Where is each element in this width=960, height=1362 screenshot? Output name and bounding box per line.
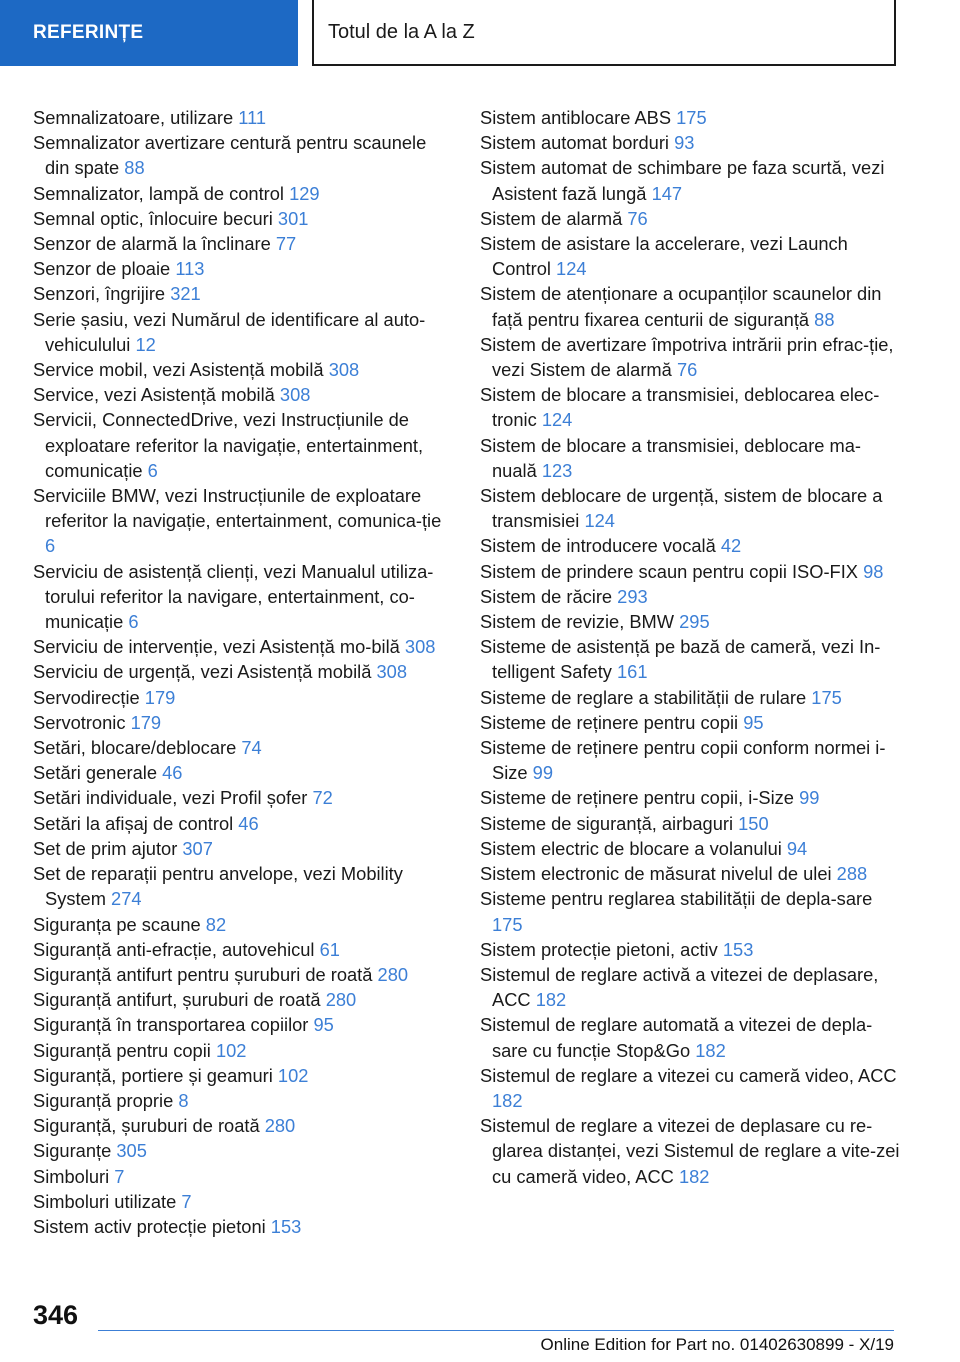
page-reference-link[interactable]: 124 xyxy=(556,258,587,280)
index-entry xyxy=(480,433,900,483)
index-entry xyxy=(480,483,900,533)
index-entry xyxy=(480,382,900,432)
index-entry xyxy=(480,811,900,836)
page-reference-link[interactable]: 113 xyxy=(175,258,205,280)
index-entry-text: Sistem de răcire xyxy=(480,585,613,607)
page-reference-link[interactable]: 77 xyxy=(275,233,297,255)
page-reference-link[interactable]: 280 xyxy=(325,989,357,1011)
index-entry xyxy=(33,1214,453,1239)
index-entry-text: Sistem de atenționare a ocupanților scaunelor din față pentru fixarea centurii de siguranță xyxy=(480,283,882,330)
index-entry-text: Sistem activ protecție pietoni xyxy=(33,1215,266,1237)
page-reference-link[interactable]: 46 xyxy=(162,762,183,784)
index-entry xyxy=(480,937,900,962)
index-entry xyxy=(33,861,453,911)
index-entry xyxy=(33,987,453,1012)
index-entry-text: Setări generale xyxy=(33,762,157,784)
index-entry xyxy=(33,634,453,659)
page-reference-link[interactable]: 147 xyxy=(651,182,683,204)
index-entry xyxy=(33,685,453,710)
index-entry-text: Siguranță antifurt pentru șuruburi de roată xyxy=(33,963,373,985)
page-reference-link[interactable]: 175 xyxy=(492,913,523,935)
index-entry-text: Siguranță pentru copii xyxy=(33,1039,211,1061)
index-entry-text: Sistemul de reglare a vitezei de deplasare cu re-glarea distanței, vezi Sistemul de reglare a vite-zei cu cameră video, ACC xyxy=(480,1115,900,1187)
page-reference-link[interactable]: 129 xyxy=(289,182,320,204)
index-entry-text: Semnalizatoare, utilizare xyxy=(33,107,234,128)
page-reference-link[interactable]: 94 xyxy=(786,837,808,859)
index-entry xyxy=(33,836,453,861)
page-reference-link[interactable]: 153 xyxy=(270,1215,302,1237)
index-entry xyxy=(33,382,453,407)
chapter-title: Totul de la A la Z xyxy=(328,20,475,43)
index-entry-text: Serviciile BMW, vezi Instrucțiunile de exploatare referitor la navigație, entertainment, comunica-ție xyxy=(33,485,442,532)
footer-divider xyxy=(98,1330,894,1331)
index-entry xyxy=(33,281,453,306)
index-entry-text: Service mobil, vezi Asistență mobilă xyxy=(33,359,324,381)
index-entry xyxy=(480,332,900,382)
index-entry xyxy=(33,1012,453,1037)
page-reference-link[interactable]: 175 xyxy=(811,686,842,708)
index-entry xyxy=(480,609,900,634)
index-entry xyxy=(480,559,900,584)
index-entry-text: Sistem protecție pietoni, activ xyxy=(480,938,718,960)
index-entry-text: Sistem automat borduri xyxy=(480,132,669,154)
index-entry-text: Sisteme de reținere pentru copii, i-Size xyxy=(480,787,794,809)
index-entry xyxy=(33,785,453,810)
index-entry-text: Sistem de introducere vocală xyxy=(480,535,716,557)
page-reference-link[interactable]: 42 xyxy=(720,535,742,557)
index-entry-text: Sistemul de reglare a vitezei cu cameră video, ACC xyxy=(480,1064,897,1086)
index-entry xyxy=(33,1138,453,1163)
index-entry xyxy=(33,1113,453,1138)
page-reference-link[interactable]: 88 xyxy=(814,308,835,330)
index-entry xyxy=(480,281,900,331)
index-entry xyxy=(33,206,453,231)
index-entry-text: Semnalizator avertizare centură pentru scaunele din spate xyxy=(33,132,427,179)
index-entry xyxy=(480,962,900,1012)
index-entry-text: Servicii, ConnectedDrive, vezi Instrucțiunile de exploatare referitor la navigație, entertainment, comunicație xyxy=(33,409,424,481)
index-entry xyxy=(33,231,453,256)
page-reference-link[interactable]: 179 xyxy=(144,686,176,708)
page-reference-link[interactable]: 153 xyxy=(722,938,754,960)
page-reference-link[interactable]: 76 xyxy=(676,359,698,381)
page-reference-link[interactable]: 82 xyxy=(205,913,227,935)
page-reference-link[interactable]: 74 xyxy=(241,737,262,759)
index-entry-text: Setări la afișaj de control xyxy=(33,812,234,834)
index-entry xyxy=(33,483,453,559)
index-entry-text: Sistemul de reglare activă a vitezei de deplasare, ACC xyxy=(480,963,879,1011)
page-reference-link[interactable]: 175 xyxy=(676,107,707,128)
index-entry xyxy=(33,105,453,130)
index-entry xyxy=(480,1113,900,1189)
page-reference-link[interactable]: 123 xyxy=(541,459,573,481)
index-entry xyxy=(33,659,453,684)
index-entry-text: Serviciu de urgență, vezi Asistență mobilă xyxy=(33,661,372,683)
index-entry-text: Service, vezi Asistență mobilă xyxy=(33,384,275,406)
index-entry xyxy=(33,710,453,735)
index-entry xyxy=(33,1063,453,1088)
page-reference-link[interactable]: 72 xyxy=(312,787,333,809)
page-reference-link[interactable]: 12 xyxy=(135,333,156,355)
index-entry xyxy=(33,181,453,206)
page-number: 346 xyxy=(33,1300,79,1330)
page-reference-link[interactable]: 308 xyxy=(328,359,360,381)
page-reference-link[interactable]: 46 xyxy=(238,812,259,834)
page-reference-link[interactable]: 288 xyxy=(836,863,868,885)
page-reference-link[interactable]: 321 xyxy=(170,283,201,305)
index-entry-text: Siguranță, portiere și geamuri xyxy=(33,1064,273,1086)
index-entry-text: Sistem de alarmă xyxy=(480,207,623,229)
index-entry-text: Siguranța pe scaune xyxy=(33,913,201,935)
page-reference-link[interactable]: 98 xyxy=(863,560,884,582)
page-reference-link[interactable]: 305 xyxy=(116,1140,147,1162)
index-entry-text: Serviciu de asistență clienți, vezi Manualul utiliza-torului referitor la navigare, entertainment, co-municație xyxy=(33,560,434,633)
page-reference-link[interactable]: 308 xyxy=(404,636,436,658)
page-reference-link[interactable]: 161 xyxy=(617,661,648,683)
page-reference-link[interactable]: 6 xyxy=(128,611,139,633)
index-entry-text: Set de prim ajutor xyxy=(33,837,178,859)
index-entry-text: Senzori, îngrijire xyxy=(33,283,166,305)
index-entry xyxy=(480,735,900,785)
index-entry xyxy=(33,735,453,760)
index-entry-text: Siguranță anti-efracție, autovehicul xyxy=(33,938,315,960)
index-entry xyxy=(480,836,900,861)
index-entry xyxy=(33,307,453,357)
page-reference-link[interactable]: 308 xyxy=(279,384,311,406)
page-reference-link[interactable]: 274 xyxy=(111,888,142,910)
page-reference-link[interactable]: 280 xyxy=(264,1115,296,1137)
page-reference-link[interactable]: 124 xyxy=(541,409,573,431)
index-entry-text: Sistem de blocare a transmisiei, deblocarea elec-tronic xyxy=(480,384,880,431)
index-entry-text: Sistem de revizie, BMW xyxy=(480,611,675,633)
page-reference-link[interactable]: 102 xyxy=(277,1064,309,1086)
page-reference-link[interactable]: 182 xyxy=(695,1039,726,1061)
page-reference-link[interactable]: 7 xyxy=(181,1190,192,1212)
page-reference-link[interactable]: 61 xyxy=(319,938,340,960)
index-entry xyxy=(480,886,900,936)
index-entry-text: Sistem de avertizare împotriva intrării prin efrac-ție, vezi Sistem de alarmă xyxy=(480,333,894,381)
index-entry xyxy=(33,407,453,483)
index-entry xyxy=(480,130,900,155)
page-reference-link[interactable]: 124 xyxy=(584,510,615,532)
index-entry-text: Setări, blocare/deblocare xyxy=(33,737,237,759)
page-reference-link[interactable]: 6 xyxy=(45,535,56,557)
page-reference-link[interactable]: 95 xyxy=(313,1014,334,1036)
index-entry xyxy=(33,760,453,785)
page-reference-link[interactable]: 6 xyxy=(147,459,158,481)
index-entry-text: Sisteme de reținere pentru copii conform normei i-Size xyxy=(480,737,886,784)
index-entry xyxy=(480,533,900,558)
index-entry xyxy=(33,256,453,281)
page-reference-link[interactable]: 295 xyxy=(679,611,710,633)
section-tab xyxy=(0,0,298,66)
index-entry-text: Sistem de prindere scaun pentru copii ISO-FIX xyxy=(480,560,858,582)
page-reference-link[interactable]: 93 xyxy=(674,132,695,154)
index-entry xyxy=(480,1063,900,1113)
index-entry-text: Sisteme pentru reglarea stabilității de depla-sare xyxy=(480,888,873,910)
index-entry-text: Siguranțe xyxy=(33,1140,112,1162)
index-entry xyxy=(33,937,453,962)
chapter-header xyxy=(312,0,896,66)
index-entry-text: Sistem antiblocare ABS xyxy=(480,107,672,128)
index-entry-text: Semnal optic, înlocuire becuri xyxy=(33,207,273,229)
index-entry xyxy=(480,861,900,886)
page-reference-link[interactable]: 182 xyxy=(678,1165,710,1187)
index-entry xyxy=(480,206,900,231)
index-column-right xyxy=(480,105,900,1189)
index-entry-text: Senzor de ploaie xyxy=(33,258,171,280)
page-reference-link[interactable]: 95 xyxy=(743,711,764,733)
page-reference-link[interactable]: 76 xyxy=(627,207,648,229)
page-reference-link[interactable]: 99 xyxy=(799,787,820,809)
index-entry xyxy=(480,584,900,609)
page-reference-link[interactable]: 150 xyxy=(738,812,769,834)
page-reference-link[interactable]: 182 xyxy=(492,1089,523,1111)
index-column-left xyxy=(33,105,453,1239)
page-reference-link[interactable]: 8 xyxy=(178,1089,189,1111)
index-entry-text: Sistem automat de schimbare pe faza scurtă, vezi Asistent fază lungă xyxy=(480,157,885,204)
page-reference-link[interactable]: 102 xyxy=(215,1039,247,1061)
index-entry-text: Sistem de asistare la accelerare, vezi Launch Control xyxy=(480,233,848,280)
page-reference-link[interactable]: 111 xyxy=(238,107,267,128)
page-reference-link[interactable]: 88 xyxy=(124,157,145,179)
index-entry xyxy=(480,155,900,205)
page-reference-link[interactable]: 308 xyxy=(376,661,407,683)
page-reference-link[interactable]: 179 xyxy=(130,711,162,733)
index-entry-text: Serie șasiu, vezi Numărul de identificare al auto-vehiculului xyxy=(33,308,426,355)
section-title: REFERINȚE xyxy=(33,22,144,43)
index-entry-text: Simboluri utilizate xyxy=(33,1190,177,1212)
index-entry-text: Sisteme de asistență pe bază de cameră, vezi In-telligent Safety xyxy=(480,636,881,683)
index-entry-text: Sistem deblocare de urgență, sistem de blocare a transmisiei xyxy=(480,485,883,532)
index-entry xyxy=(480,710,900,735)
index-entry-text: Sisteme de reținere pentru copii xyxy=(480,711,739,733)
index-entry-text: Senzor de alarmă la înclinare xyxy=(33,233,271,255)
index-entry xyxy=(33,1189,453,1214)
page-reference-link[interactable]: 280 xyxy=(377,963,409,985)
index-entry xyxy=(480,1012,900,1062)
index-entry xyxy=(33,1038,453,1063)
index-entry-text: Siguranță antifurt, șuruburi de roată xyxy=(33,989,321,1011)
page-reference-link[interactable]: 307 xyxy=(182,837,213,859)
page-reference-link[interactable]: 301 xyxy=(277,207,309,229)
index-entry xyxy=(480,685,900,710)
index-entry xyxy=(480,634,900,684)
index-entry xyxy=(480,105,900,130)
index-entry-text: Servodirecție xyxy=(33,686,140,708)
index-entry-text: Setări individuale, vezi Profil șofer xyxy=(33,787,308,809)
index-entry xyxy=(33,811,453,836)
index-entry-text: Sisteme de siguranță, airbaguri xyxy=(480,812,734,834)
index-entry xyxy=(33,1088,453,1113)
page-reference-link[interactable]: 293 xyxy=(617,585,648,607)
index-entry-text: Semnalizator, lampă de control xyxy=(33,182,284,204)
index-entry-text: Sistem electric de blocare a volanului xyxy=(480,837,782,859)
index-entry-text: Simboluri xyxy=(33,1165,110,1187)
page-reference-link[interactable]: 99 xyxy=(532,762,554,784)
index-entry xyxy=(480,231,900,281)
index-entry-text: Set de reparații pentru anvelope, vezi Mobility System xyxy=(33,863,403,910)
index-entry xyxy=(33,1164,453,1189)
index-entry-text: Sisteme de reglare a stabilității de rulare xyxy=(480,686,807,708)
index-entry-text: Siguranță, șuruburi de roată xyxy=(33,1115,260,1137)
page-reference-link[interactable]: 7 xyxy=(114,1165,125,1187)
index-entry-text: Siguranță proprie xyxy=(33,1089,174,1111)
index-entry xyxy=(480,785,900,810)
index-entry-text: Sistem de blocare a transmisiei, deblocare ma-nuală xyxy=(480,434,862,481)
index-entry-text: Siguranță în transportarea copiilor xyxy=(33,1014,309,1036)
index-entry-text: Serviciu de intervenție, vezi Asistență mo-bilă xyxy=(33,636,400,658)
index-entry xyxy=(33,357,453,382)
index-entry xyxy=(33,962,453,987)
index-entry-text: Sistem electronic de măsurat nivelul de ulei xyxy=(480,863,832,885)
index-entry-text: Servotronic xyxy=(33,711,126,733)
index-entry-text: Sistemul de reglare automată a vitezei de depla-sare cu funcție Stop&Go xyxy=(480,1014,873,1061)
page-reference-link[interactable]: 182 xyxy=(535,989,567,1011)
index-entry xyxy=(33,130,453,180)
index-entry xyxy=(33,559,453,635)
edition-note: Online Edition for Part no. 01402630899 - X/19 xyxy=(540,1335,894,1354)
index-entry xyxy=(33,912,453,937)
